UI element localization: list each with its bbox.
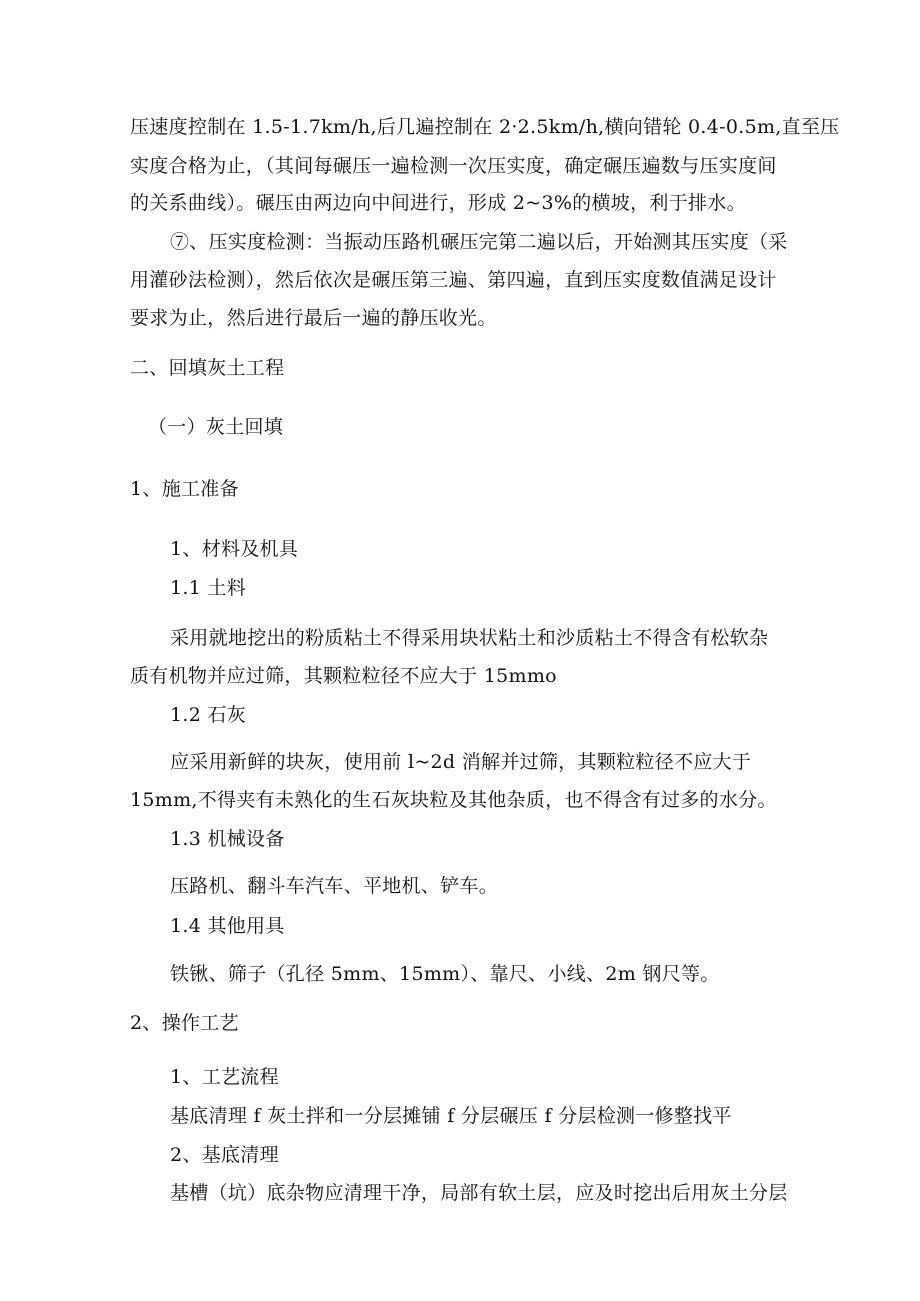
subsection-heading: （一）灰土回填 (148, 416, 284, 438)
paragraph-line: 压路机、翻斗车汽车、平地机、铲车。 (170, 875, 499, 897)
paragraph-line: 要求为止，然后进行最后一遍的静压收光。 (130, 307, 497, 329)
paragraph-line: 的关系曲线）。碾压由两边向中间进行，形成 2~3%的横坡，利于排水。 (130, 192, 746, 214)
sub-heading: 2、基底清理 (170, 1144, 279, 1166)
sub-heading: 1.1 土料 (170, 577, 247, 599)
paragraph-line: 用灌砂法检测），然后依次是碾压第三遍、第四遍，直到压实度数值满足设计 (130, 269, 777, 291)
paragraph-line: 应采用新鲜的块灰，使用前 l~2d 消解并过筛，其颗粒粒径不应大于 (170, 751, 752, 773)
section-heading: 二、回填灰土工程 (130, 357, 285, 379)
paragraph-line: ⑦、压实度检测：当振动压路机碾压完第二遍以后，开始测其压实度（采 (170, 231, 788, 253)
paragraph-line: 实度合格为止，（其间每碾压一遍检测一次压实度，确定碾压遍数与压实度间 (130, 155, 777, 177)
paragraph-line: 铁锹、筛子（孔径 5mm、15mm）、靠尺、小线、2m 钢尺等。 (170, 963, 720, 985)
paragraph-line: 压速度控制在 1.5-1.7km/h,后几遍控制在 2·2.5km/h,横向错轮 0.4-0.5m,直至压 (130, 116, 840, 138)
paragraph-line: 质有机物并应过筛，其颗粒粒径不应大于 15mmo (130, 665, 557, 687)
sub-heading: 1、材料及机具 (170, 538, 299, 560)
sub-heading: 1.2 石灰 (170, 704, 247, 726)
paragraph-line: 15mm,不得夹有未熟化的生石灰块粒及其他杂质，也不得含有过多的水分。 (130, 789, 777, 811)
sub-heading: 1.3 机械设备 (170, 828, 285, 850)
item-heading: 2、操作工艺 (130, 1012, 239, 1034)
paragraph-line: 基槽（坑）底杂物应清理干净，局部有软土层，应及时挖出后用灰土分层 (170, 1182, 788, 1204)
sub-heading: 1.4 其他用具 (170, 915, 285, 937)
sub-heading: 1、工艺流程 (170, 1066, 279, 1088)
item-heading: 1、施工准备 (130, 478, 239, 500)
paragraph-line: 采用就地挖出的粉质粘土不得采用块状粘土和沙质粘土不得含有松软杂 (170, 627, 769, 649)
paragraph-line: 基底清理 f 灰土拌和一分层摊铺 f 分层碾压 f 分层检测一修整找平 (170, 1105, 732, 1127)
